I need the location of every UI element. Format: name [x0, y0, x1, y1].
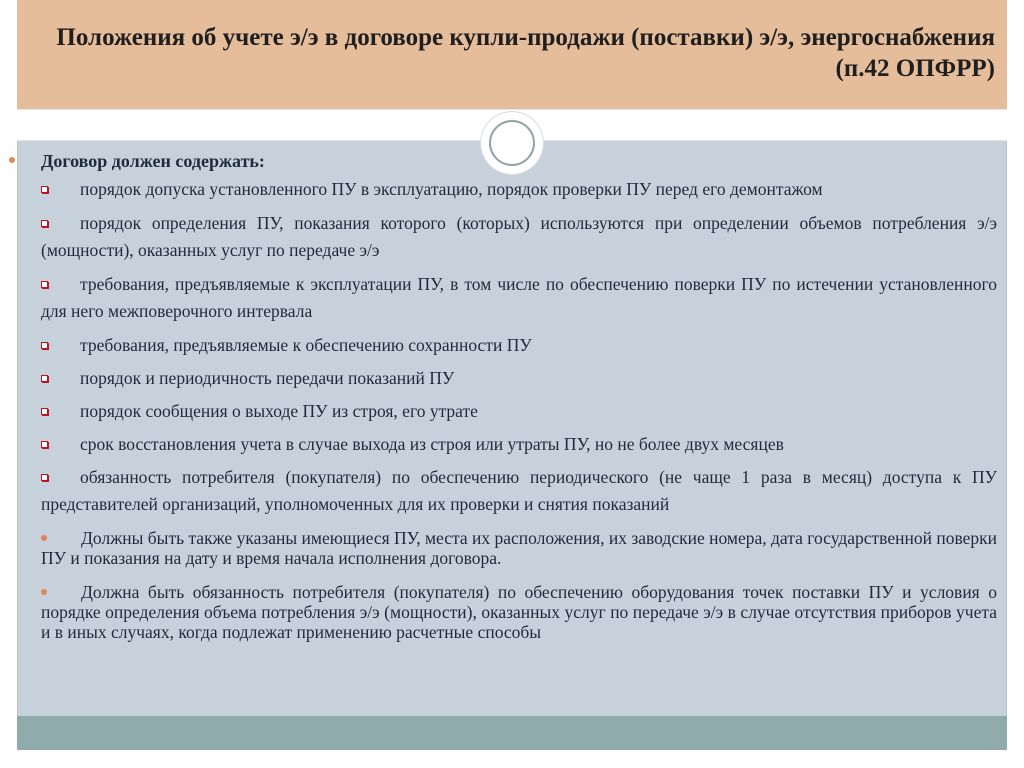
list-item-text: требования, предъявляемые к обеспечению сохранности ПУ: [80, 335, 532, 355]
slide-title: Положения об учете э/э в договоре купли-продажи (поставки) э/э, энергоснабжения (п.42 ОПФРР): [56, 24, 995, 82]
list-item: [41, 210, 997, 264]
bullet-dot-icon: [9, 157, 15, 163]
list-item-text: порядок определения ПУ, показания которого (которых) используются при определении объемов потребления э/э (мощности), оказанных услуг по передаче э/э: [41, 213, 997, 260]
bullet-dot-icon: [41, 535, 47, 541]
square-bullet-icon: [41, 342, 48, 349]
paragraph-text: Должна быть обязанность потребителя (покупателя) по обеспечению оборудования точек поставки ПУ и условия о порядке определения объема потребления э/э (мощности), оказанных услуг по передаче э/э в случае отсутствия приборов учета и в иных случаях, когда подлежат применению расчетные способы: [41, 582, 997, 642]
list-item-text: порядок сообщения о выходе ПУ из строя, его утрате: [80, 401, 478, 421]
paragraph-text: Должны быть также указаны имеющиеся ПУ, места их расположения, их заводские номера, дата государственной поверки ПУ и показания на дату и время начала исполнения договора.: [41, 528, 997, 568]
square-bullet-icon: [41, 186, 48, 193]
section-heading: Договор должен содержать:: [41, 151, 265, 171]
list-item: [41, 398, 997, 425]
title-band: [17, 0, 1007, 109]
list-item-text: обязанность потребителя (покупателя) по обеспечению периодического (не чаще 1 раза в месяц) доступа к ПУ представителей организаций, уполномоченных для их проверки и снятия показаний: [41, 467, 997, 514]
list-item-text: порядок допуска установленного ПУ в эксплуатацию, порядок проверки ПУ перед его демонтажом: [80, 179, 823, 199]
square-bullet-icon: [41, 220, 48, 227]
list-item: [41, 271, 997, 325]
list-item: [41, 332, 997, 359]
list-item: [41, 464, 997, 518]
bottom-bar: [17, 716, 1007, 750]
square-bullet-icon: [41, 408, 48, 415]
square-bullet-icon: [41, 474, 48, 481]
bullet-dot-icon: [41, 589, 47, 595]
list-item: [41, 431, 997, 458]
list-item: [41, 365, 997, 392]
square-bullet-icon: [41, 375, 48, 382]
square-bullet-icon: [41, 281, 48, 288]
paragraph: [41, 582, 997, 642]
content-body: [41, 150, 997, 656]
list-item-text: срок восстановления учета в случае выхода из строя или утраты ПУ, но не более двух месяцев: [80, 434, 784, 454]
list-item: [41, 176, 997, 203]
paragraph: [41, 528, 997, 568]
list-item-text: порядок и периодичность передачи показаний ПУ: [80, 368, 455, 388]
list-item-text: требования, предъявляемые к эксплуатации ПУ, в том числе по обеспечению поверки ПУ по истечении установленного для него межповерочного интервала: [41, 274, 997, 321]
square-bullet-icon: [41, 441, 48, 448]
